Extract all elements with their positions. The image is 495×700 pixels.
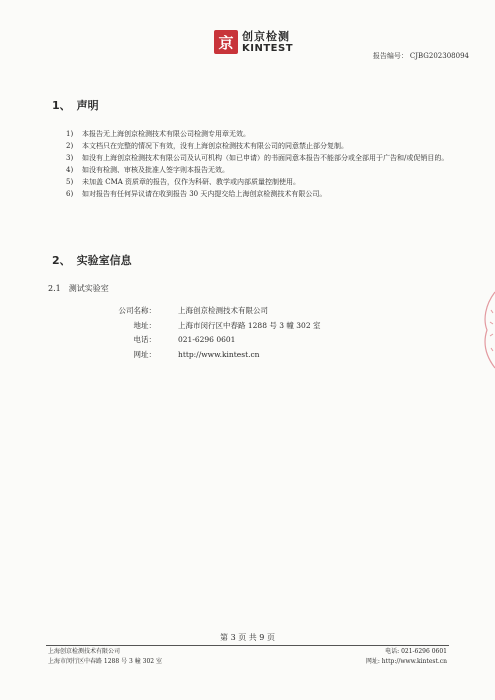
footer-contact-info: 电话: 021-6296 0601 网址: http://www.kintest.cn <box>365 648 447 665</box>
logo-english-name: KINTEST <box>242 42 294 54</box>
report-number <box>371 51 469 61</box>
footer-company-info: 上海创京检测技术有限公司 上海市闵行区中春路 1288 号 3 幢 302 室 <box>48 648 162 665</box>
section-heading-lab-info: 2、 实验室信息 <box>52 254 132 267</box>
report-number-value: CJBG202308094 <box>409 52 469 60</box>
list-item: 1) 本报告无上海创京检测技术有限公司检测专用章无效。 <box>66 130 250 138</box>
lab-info-table <box>110 304 320 362</box>
list-item: 2) 本文档只在完整的情况下有效，没有上海创京检测技术有限公司的同意禁止部分复制。 <box>66 142 348 150</box>
company-logo <box>214 28 293 56</box>
info-row: 公司名称： 上海创京检测技术有限公司 <box>118 306 268 315</box>
info-row: 地址： 上海市闵行区中春路 1288 号 3 幢 302 室 <box>133 320 321 330</box>
list-item: 6) 如对报告有任何异议请在收到报告 30 天内提交给上海创京检测技术有限公司。 <box>66 190 327 198</box>
info-row: 网址： http://www.kintest.cn <box>133 349 260 359</box>
declaration-list <box>66 128 466 200</box>
list-item: 5) 未加盖 CMA 资质章的报告，仅作为科研、教学或内部质量控制使用。 <box>66 178 301 186</box>
page-number: 第 3 页 共 9 页 <box>220 633 275 642</box>
list-item: 3) 如没有上海创京检测技术有限公司及认可机构（如已申请）的书面同意本报告不能部分或全部用于广告和/或促销目的。 <box>66 154 449 162</box>
logo-chinese-name: 创京检测 <box>242 29 290 43</box>
info-row: 电话： 021-6296 0601 <box>133 335 236 344</box>
footer-divider <box>46 645 449 646</box>
seal-stamp-fragment <box>481 290 495 370</box>
logo-icon: 京 <box>214 30 238 54</box>
list-item: 4) 如没有检测、审核及批准人签字则本报告无效。 <box>66 166 229 174</box>
report-number-label: 报告编号： <box>372 52 408 60</box>
subsection-heading-test-lab: 2.1 测试实验室 <box>48 284 109 293</box>
section-heading-declaration: 1、 声明 <box>52 99 99 112</box>
